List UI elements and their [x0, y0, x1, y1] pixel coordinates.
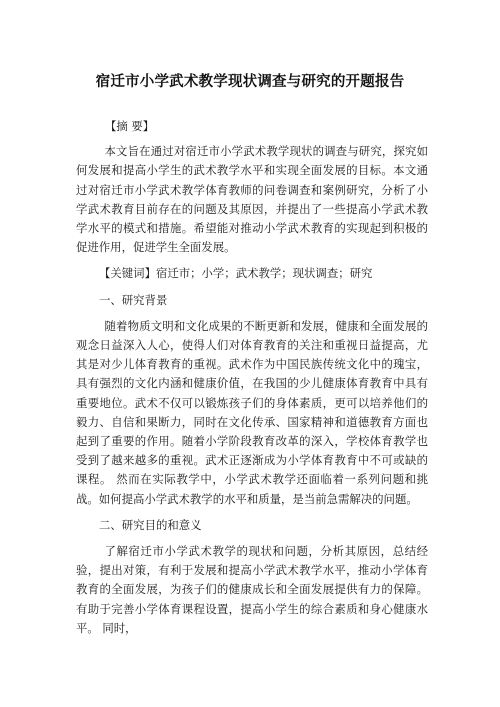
section-heading-background: 一、研究背景	[99, 292, 168, 307]
section-paragraph-purpose: 了解宿迁市小学武术教学的现状和问题，分析其原因，总结经验，提出对策，有利于发展和提高小学武术教学水平，推动小学体育教育的全面发展，为孩子们的健康成长和全面发展提供有力的保障。 有助于完善小学体育课程设置，提高小学生的综合素质和身心健康水平。 同时，	[76, 544, 428, 635]
document-title: 宿迁市小学武术教学现状调查与研究的开题报告	[95, 74, 405, 90]
section-heading-purpose: 二、研究目的和意义	[99, 517, 202, 532]
abstract-paragraph: 本文旨在通过对宿迁市小学武术教学现状的调查与研究，探究如何发展和提高小学生的武术教学水平和实现全面发展的目标。本文通过对宿迁市小学武术教学体育教师的问卷调查和案例研究，分析了小学武术教育目前存在的问题及其原因，并提出了一些提高小学武术教学水平的模式和措施。希望能对推动小学武术教育的实现起到积极的促进作用，促进学生全面发展。	[76, 144, 428, 255]
document-body	[76, 117, 428, 638]
section-paragraph-background: 随着物质文明和文化成果的不断更新和发展，健康和全面发展的观念日益深入人心，使得人们对体育教育的关注和重视日益提高，尤其是对少儿体育教育的重视。武术作为中国民族传统文化中的瑰宝，具有强烈的文化内涵和健康价值，在我国的少儿健康体育教育中具有重要地位。武术不仅可以锻炼孩子们的身体素质，更可以培养他们的毅力、自信和果断力，同时在文化传承、国家精神和道德教育方面也起到了重要的作用。随着小学阶段教育改革的深入，学校体育教学也受到了越来越多的重视。武术正逐渐成为小学体育教育中不可或缺的课程。 然而在实际教学中，小学武术教学还面临着一系列问题和挑战。如何提高小学武术教学的水平和质量，是当前急需解决的问题。	[76, 318, 428, 506]
keywords-line: 【关键词】宿迁市；小学；武术教学；现状调查；研究	[99, 266, 373, 281]
abstract-heading: 【摘 要】	[105, 119, 155, 133]
